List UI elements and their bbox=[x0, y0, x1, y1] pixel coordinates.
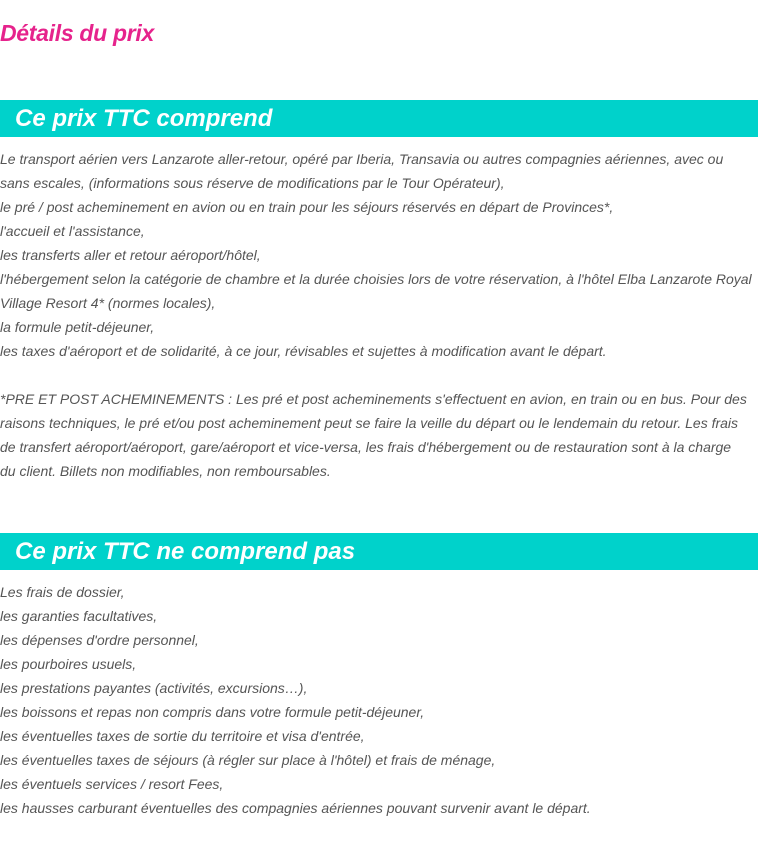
included-line: sans escales, (informations sous réserve de modifications par le Tour Opérateur), bbox=[0, 175, 505, 191]
excluded-line: les prestations payantes (activités, excursions…), bbox=[0, 680, 308, 696]
paragraph-spacer bbox=[0, 363, 758, 387]
included-list bbox=[0, 147, 758, 483]
included-line: l'accueil et l'assistance, bbox=[0, 223, 145, 239]
excluded-section-header bbox=[0, 533, 758, 570]
included-section-title: Ce prix TTC comprend bbox=[15, 105, 273, 132]
transport-note-line: de transfert aéroport/aéroport, gare/aéroport et vice-versa, les frais d'hébergement ou de restauration sont à la charge bbox=[0, 439, 732, 455]
included-line: l'hébergement selon la catégorie de chambre et la durée choisies lors de votre réservation, à l'hôtel Elba Lanzarote Royal bbox=[0, 271, 752, 287]
included-line: Le transport aérien vers Lanzarote aller-retour, opéré par Iberia, Transavia ou autres compagnies aériennes, avec ou bbox=[0, 151, 724, 167]
transport-note-line: *PRE ET POST ACHEMINEMENTS : Les pré et post acheminements s'effectuent en avion, en train ou en bus. Pour des bbox=[0, 391, 747, 407]
transport-note-line: raisons techniques, le pré et/ou post acheminement peut se faire la veille du départ ou le lendemain du retour. Les frais bbox=[0, 415, 739, 431]
included-line: les taxes d'aéroport et de solidarité, à ce jour, révisables et sujettes à modification avant le départ. bbox=[0, 343, 607, 359]
page-title: Détails du prix bbox=[0, 20, 154, 46]
excluded-line: les pourboires usuels, bbox=[0, 656, 137, 672]
excluded-line: les dépenses d'ordre personnel, bbox=[0, 632, 199, 648]
excluded-line: les éventuelles taxes de séjours (à régler sur place à l'hôtel) et frais de ménage, bbox=[0, 752, 496, 768]
excluded-line: les hausses carburant éventuelles des compagnies aériennes pouvant survenir avant le départ. bbox=[0, 800, 591, 816]
excluded-line: les éventuels services / resort Fees, bbox=[0, 776, 224, 792]
excluded-line: les boissons et repas non compris dans votre formule petit-déjeuner, bbox=[0, 704, 425, 720]
excluded-line: Les frais de dossier, bbox=[0, 584, 125, 600]
excluded-list bbox=[0, 580, 758, 820]
included-line: la formule petit-déjeuner, bbox=[0, 319, 155, 335]
excluded-line: les éventuelles taxes de sortie du territoire et visa d'entrée, bbox=[0, 728, 365, 744]
included-line: Village Resort 4* (normes locales), bbox=[0, 295, 216, 311]
excluded-section-title: Ce prix TTC ne comprend pas bbox=[15, 538, 356, 565]
included-line: les transferts aller et retour aéroport/hôtel, bbox=[0, 247, 261, 263]
transport-note-line: du client. Billets non modifiables, non remboursables. bbox=[0, 463, 331, 479]
included-section-header bbox=[0, 100, 758, 137]
included-line: le pré / post acheminement en avion ou en train pour les séjours réservés en départ de Provinces*, bbox=[0, 199, 614, 215]
excluded-line: les garanties facultatives, bbox=[0, 608, 158, 624]
